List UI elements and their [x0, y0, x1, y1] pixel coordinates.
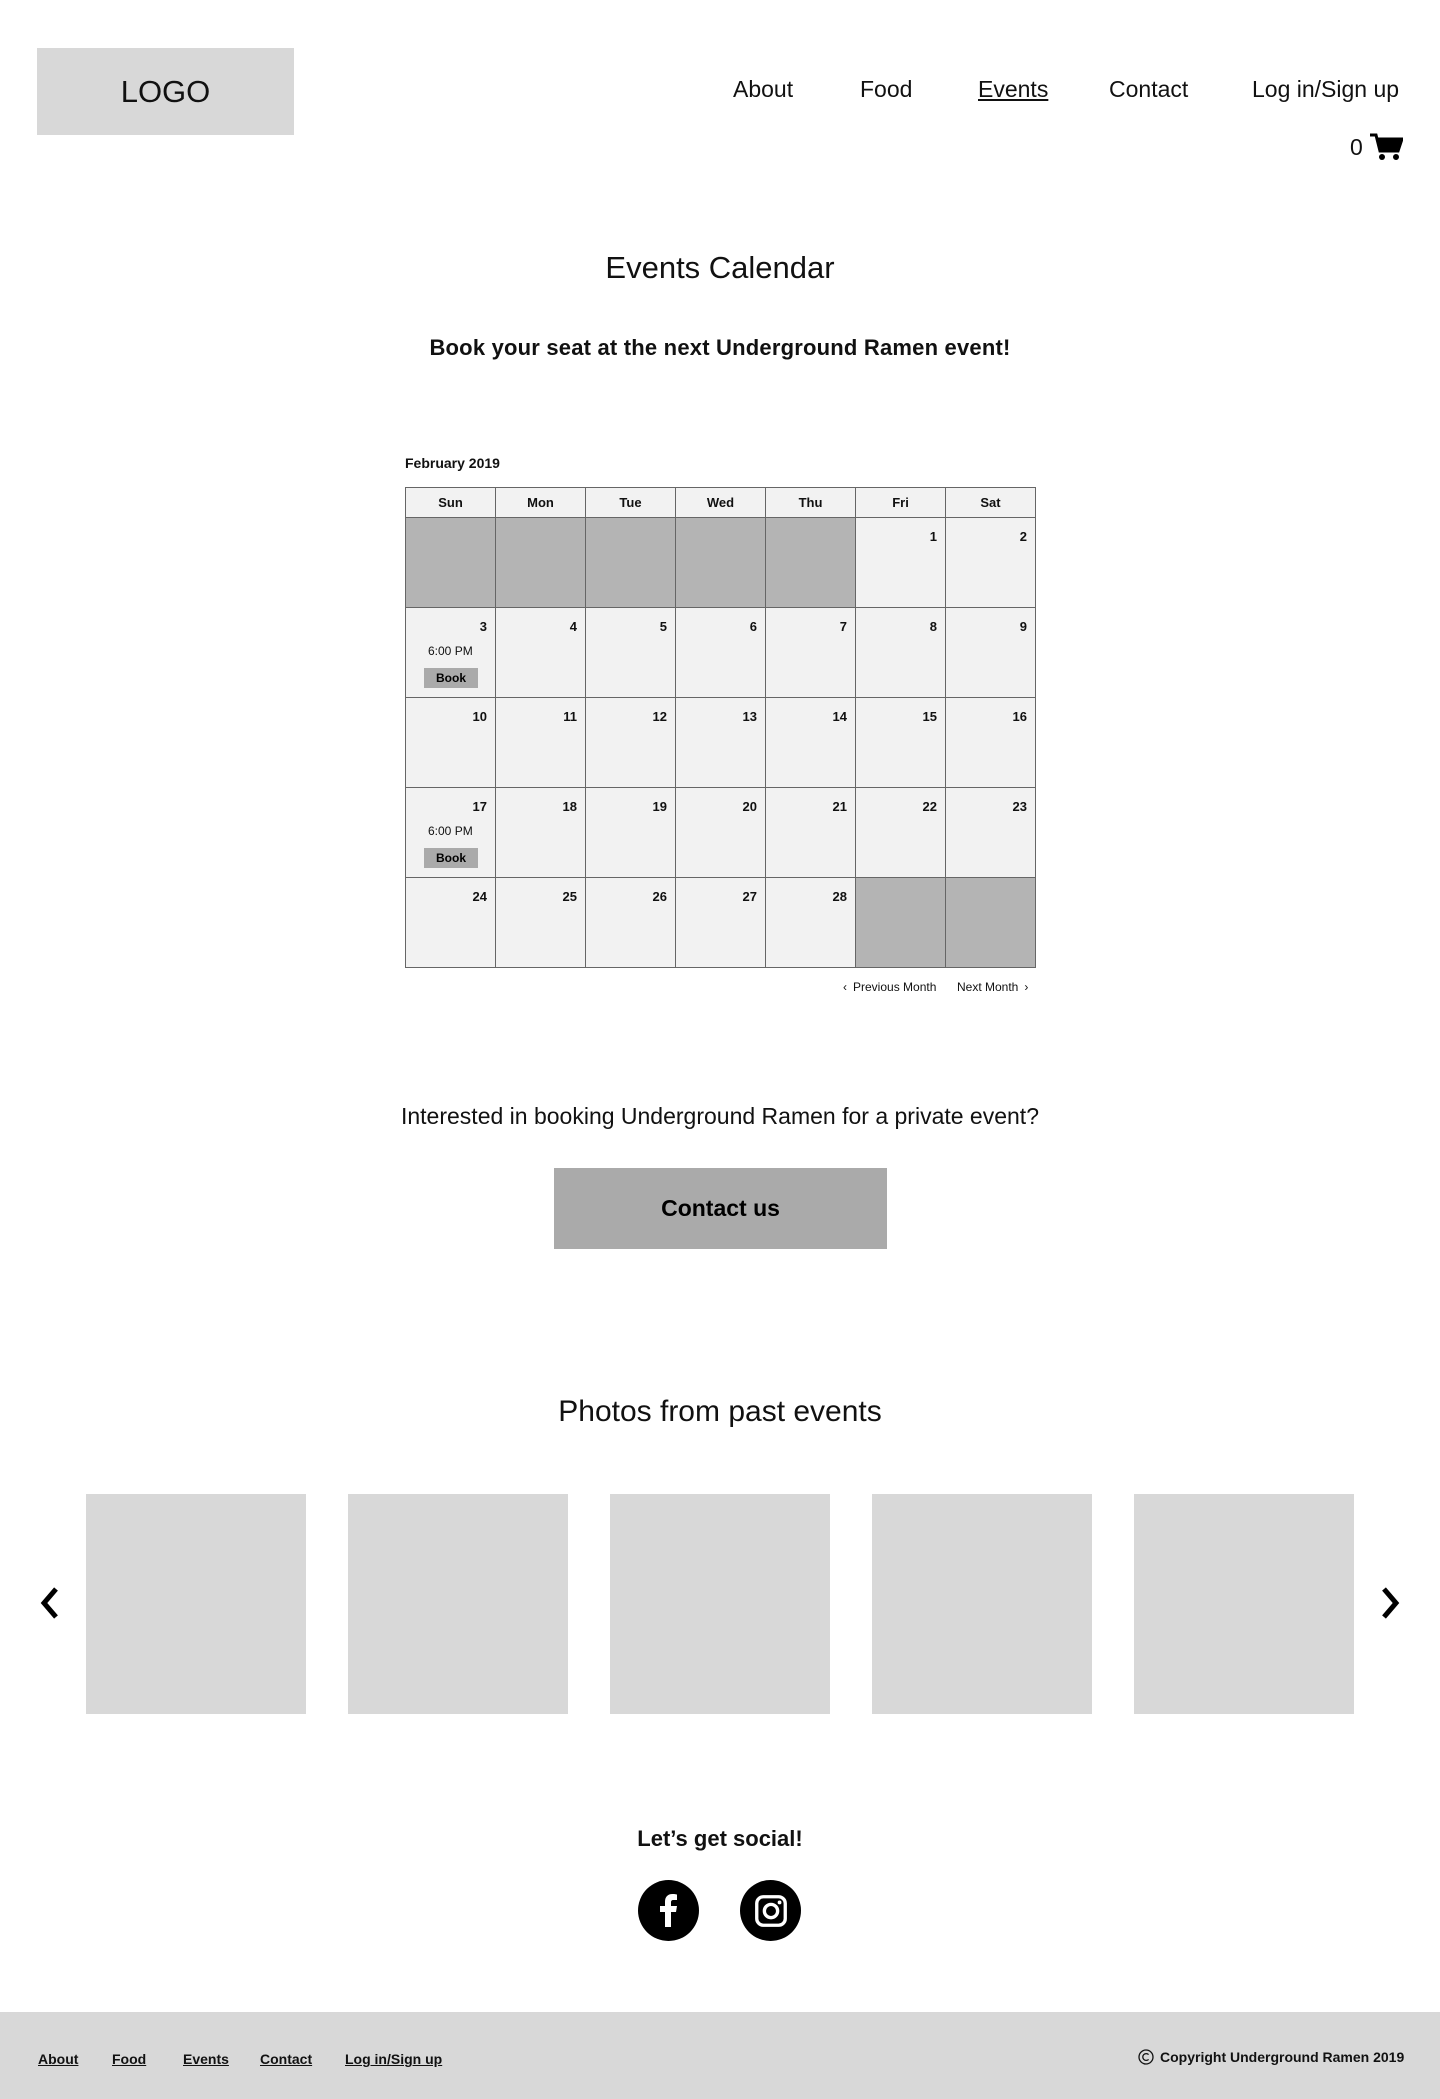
- day-number: 17: [472, 799, 487, 814]
- weekday-header: Sat: [946, 488, 1036, 518]
- social-title: Let’s get social!: [637, 1826, 803, 1851]
- chevron-left-icon: ‹: [843, 980, 847, 994]
- day-number: 18: [562, 799, 577, 814]
- day-number: 26: [652, 889, 667, 904]
- next-month-link[interactable]: [957, 980, 1028, 994]
- calendar-day-cell: [676, 788, 766, 878]
- contact-us-button[interactable]: Contact us: [554, 1168, 887, 1249]
- photo-placeholder[interactable]: [610, 1494, 830, 1714]
- cart-count: 0: [1350, 133, 1363, 160]
- calendar-day-cell-event: [406, 788, 496, 878]
- calendar-day-cell: [766, 878, 856, 968]
- day-number: 21: [832, 799, 847, 814]
- day-number: 10: [472, 709, 487, 724]
- day-number: 23: [1012, 799, 1027, 814]
- calendar-day-cell: [856, 788, 946, 878]
- copyright-text: Copyright Underground Ramen 2019: [1160, 2049, 1405, 2065]
- chevron-right-icon: ›: [1024, 980, 1029, 994]
- cart[interactable]: [1350, 132, 1403, 162]
- weekday-header: Wed: [676, 488, 766, 518]
- events-calendar: [405, 487, 1036, 968]
- footer-link-login-signup[interactable]: Log in/Sign up: [345, 2051, 443, 2067]
- weekday-header: Sun: [406, 488, 496, 518]
- calendar-empty-cell: [856, 878, 946, 968]
- weekday-header: Thu: [766, 488, 856, 518]
- calendar-day-cell: [946, 698, 1036, 788]
- next-month-label: Next Month: [957, 980, 1019, 994]
- calendar-day-cell: [496, 608, 586, 698]
- day-number: 16: [1012, 709, 1027, 724]
- calendar-empty-cell: [496, 518, 586, 608]
- calendar-day-cell: [946, 518, 1036, 608]
- photos-title: Photos from past events: [558, 1395, 882, 1428]
- calendar-day-cell: [676, 878, 766, 968]
- weekday-header: Tue: [586, 488, 676, 518]
- nav-events[interactable]: Events: [978, 76, 1049, 102]
- day-number: 24: [472, 889, 487, 904]
- day-number: 6: [749, 619, 757, 634]
- footer-link-food[interactable]: Food: [112, 2051, 147, 2067]
- calendar-month-label: February 2019: [405, 455, 500, 471]
- footer-link-about[interactable]: About: [38, 2051, 79, 2067]
- photo-placeholder[interactable]: [1134, 1494, 1354, 1714]
- cart-icon: [1369, 132, 1403, 162]
- copyright: [1138, 2049, 1404, 2065]
- calendar-day-cell: [496, 698, 586, 788]
- calendar-day-cell: [766, 788, 856, 878]
- day-number: 4: [569, 619, 577, 634]
- calendar-day-cell: [766, 698, 856, 788]
- calendar-day-cell: [406, 698, 496, 788]
- day-number: 9: [1019, 619, 1027, 634]
- footer-link-contact[interactable]: Contact: [260, 2051, 313, 2067]
- page-subtitle: Book your seat at the next Underground Ramen event!: [429, 335, 1011, 360]
- day-number: 1: [929, 529, 937, 544]
- weekday-header: Mon: [496, 488, 586, 518]
- calendar-day-cell: [856, 608, 946, 698]
- calendar-empty-cell: [406, 518, 496, 608]
- day-number: 19: [652, 799, 667, 814]
- facebook-icon[interactable]: [638, 1880, 699, 1941]
- calendar-empty-cell: [766, 518, 856, 608]
- calendar-day-cell: [676, 608, 766, 698]
- copyright-icon: [1138, 2049, 1154, 2065]
- day-number: 3: [479, 619, 487, 634]
- nav-login-signup[interactable]: Log in/Sign up: [1252, 76, 1400, 102]
- calendar-day-cell-event: [406, 608, 496, 698]
- logo[interactable]: LOGO: [37, 48, 294, 135]
- day-number: 25: [562, 889, 577, 904]
- carousel-prev-icon[interactable]: [36, 1585, 62, 1621]
- nav-about[interactable]: About: [733, 76, 794, 102]
- day-number: 7: [839, 619, 847, 634]
- day-number: 27: [742, 889, 757, 904]
- footer-link-events[interactable]: Events: [183, 2051, 229, 2067]
- calendar-day-cell: [586, 698, 676, 788]
- calendar-empty-cell: [676, 518, 766, 608]
- calendar-day-cell: [946, 788, 1036, 878]
- previous-month-link[interactable]: [843, 980, 936, 994]
- day-number: 5: [659, 619, 667, 634]
- photo-placeholder[interactable]: [348, 1494, 568, 1714]
- day-number: 13: [742, 709, 757, 724]
- calendar-day-cell: [586, 608, 676, 698]
- day-number: 14: [832, 709, 847, 724]
- day-number: 2: [1019, 529, 1027, 544]
- calendar-day-cell: [496, 788, 586, 878]
- previous-month-label: Previous Month: [853, 980, 937, 994]
- day-number: 11: [563, 709, 577, 724]
- event-time: 6:00 PM: [428, 824, 473, 838]
- calendar-day-cell: [406, 878, 496, 968]
- calendar-day-cell: [586, 878, 676, 968]
- book-button[interactable]: Book: [424, 668, 478, 688]
- nav-contact[interactable]: Contact: [1109, 76, 1189, 102]
- photo-placeholder[interactable]: [86, 1494, 306, 1714]
- weekday-header: Fri: [856, 488, 946, 518]
- nav-food[interactable]: Food: [860, 76, 913, 102]
- calendar-day-cell: [676, 698, 766, 788]
- event-time: 6:00 PM: [428, 644, 473, 658]
- calendar-day-cell: [856, 518, 946, 608]
- book-button[interactable]: Book: [424, 848, 478, 868]
- calendar-day-cell: [496, 878, 586, 968]
- calendar-day-cell: [586, 788, 676, 878]
- private-event-text: Interested in booking Underground Ramen for a private event?: [400, 1103, 1039, 1129]
- calendar-day-cell: [856, 698, 946, 788]
- day-number: 22: [922, 799, 937, 814]
- carousel-next-icon[interactable]: [1378, 1585, 1404, 1621]
- instagram-icon[interactable]: [740, 1880, 801, 1941]
- day-number: 8: [929, 619, 937, 634]
- day-number: 28: [832, 889, 847, 904]
- page-title: Events Calendar: [605, 250, 835, 285]
- day-number: 12: [652, 709, 667, 724]
- day-number: 15: [922, 709, 937, 724]
- calendar-empty-cell: [586, 518, 676, 608]
- photo-placeholder[interactable]: [872, 1494, 1092, 1714]
- calendar-day-cell: [766, 608, 856, 698]
- calendar-day-cell: [946, 608, 1036, 698]
- footer: [0, 2012, 1440, 2099]
- calendar-empty-cell: [946, 878, 1036, 968]
- day-number: 20: [742, 799, 757, 814]
